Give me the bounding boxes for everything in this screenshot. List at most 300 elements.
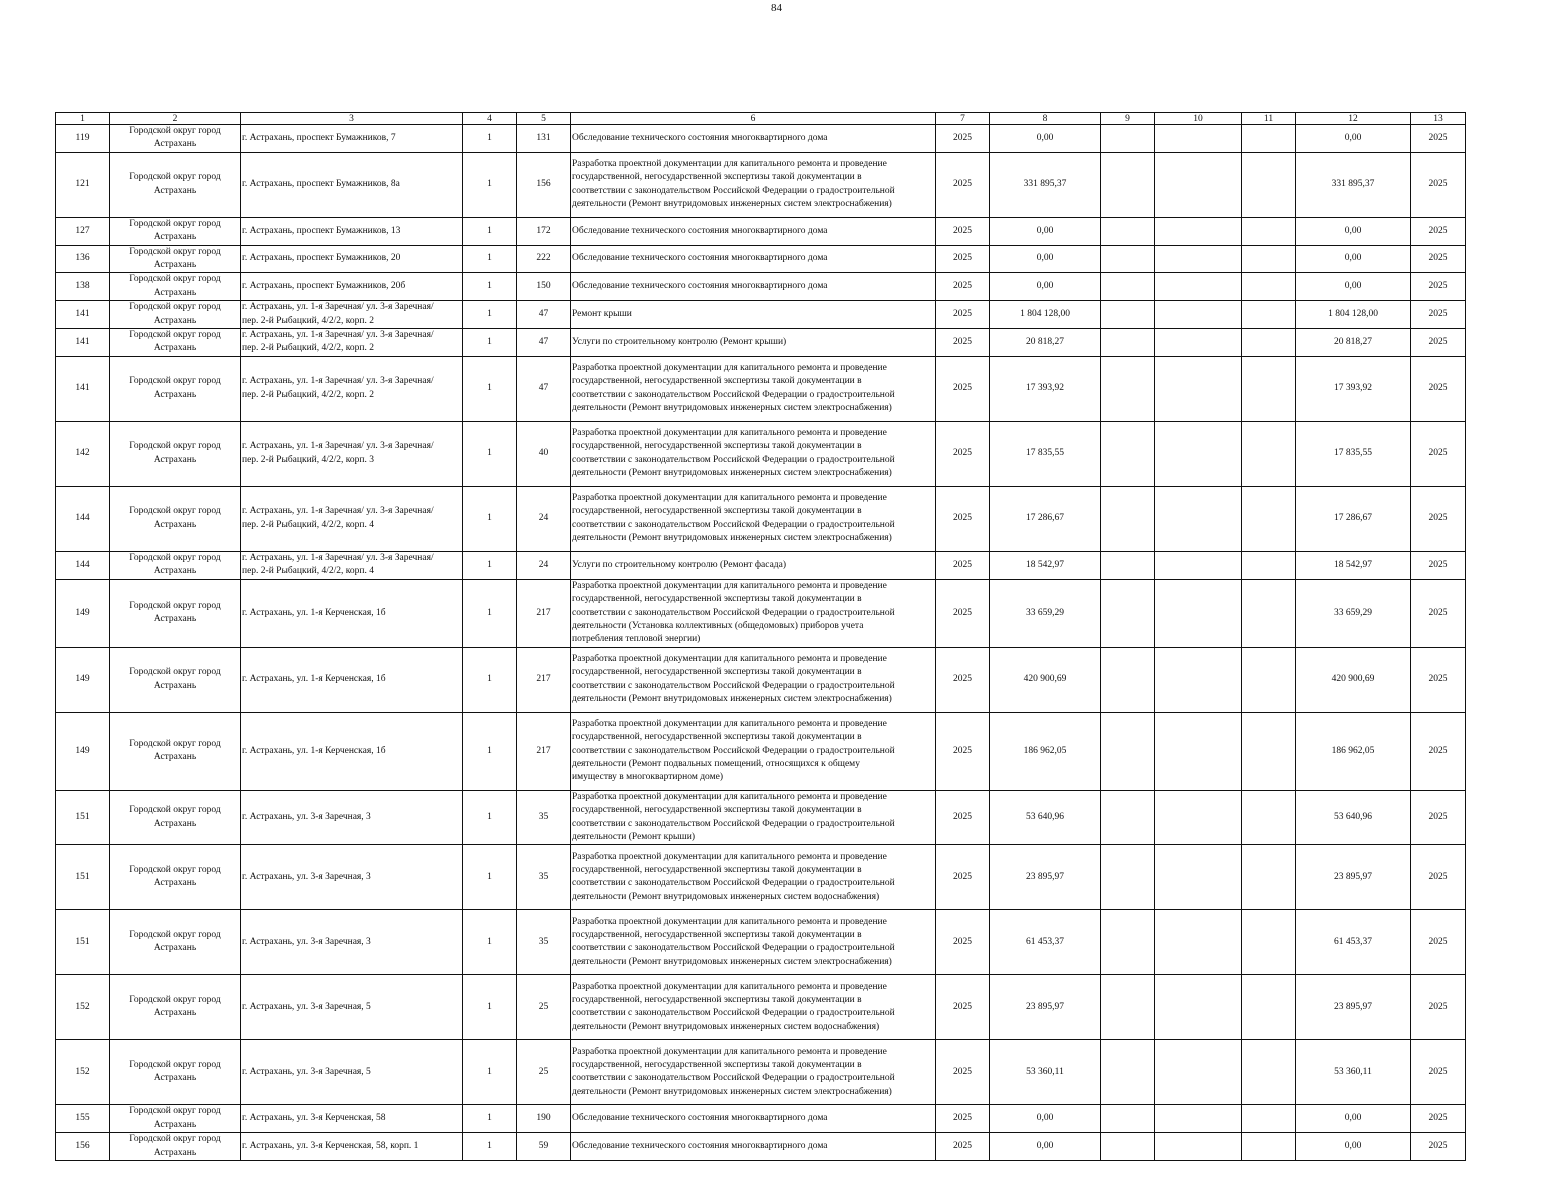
work-type-cell: [571, 301, 936, 329]
work-type-line: Разработка проектной документации для капитального ремонта и проведение: [572, 916, 887, 927]
col-11-cell: [1242, 356, 1296, 421]
total-cost-cell: 0,00: [1296, 125, 1411, 153]
completion-year-cell: 2025: [1411, 245, 1466, 273]
municipality-cell: Городской округ город Астрахань: [110, 329, 241, 357]
address-line: г. Астрахань, ул. 3-я Заречная, 3: [242, 871, 371, 882]
table-row: [56, 1133, 1466, 1161]
col-4-cell: 1: [463, 975, 517, 1040]
col-4-cell: 1: [463, 1133, 517, 1161]
work-type-line: государственной, негосударственной экспертизы такой документации в: [572, 172, 862, 183]
col-9-cell: [1101, 217, 1155, 245]
work-type-line: Разработка проектной документации для капитального ремонта и проведение: [572, 159, 887, 169]
work-type-line: Разработка проектной документации для капитального ремонта и проведение: [572, 791, 887, 802]
col-9-cell: [1101, 910, 1155, 975]
col-10-cell: [1155, 1133, 1242, 1161]
year-cell: 2025: [936, 910, 990, 975]
table-row: [56, 845, 1466, 910]
work-type-line: деятельности (Ремонт внутридомовых инженерных систем электроснабжения): [572, 694, 892, 705]
work-type-line: Услуги по строительному контролю (Ремонт крыши): [572, 336, 787, 347]
address-line: пер. 2-й Рыбацкий, 4/2/2, корп. 2: [242, 389, 375, 400]
col-5-cell: 156: [517, 152, 571, 217]
work-type-line: деятельности (Ремонт внутридомовых инженерных систем электроснабжения): [572, 199, 892, 210]
column-header-11: 11: [1242, 113, 1296, 125]
col-5-cell: 59: [517, 1133, 571, 1161]
completion-year-cell: 2025: [1411, 486, 1466, 551]
cost-cell: 186 962,05: [990, 712, 1101, 790]
work-type-cell: [571, 421, 936, 486]
col-9-cell: [1101, 551, 1155, 579]
table-row: [56, 975, 1466, 1040]
completion-year-cell: 2025: [1411, 790, 1466, 845]
year-cell: 2025: [936, 551, 990, 579]
row-number-cell: 149: [56, 712, 110, 790]
work-type-line: соответствии с законодательством Российской Федерации о градостроительной: [572, 745, 895, 756]
completion-year-cell: 2025: [1411, 329, 1466, 357]
work-type-line: соответствии с законодательством Российской Федерации о градостроительной: [572, 607, 895, 618]
col-11-cell: [1242, 647, 1296, 712]
cost-cell: 1 804 128,00: [990, 301, 1101, 329]
work-type-line: соответствии с законодательством Российской Федерации о градостроительной: [572, 878, 895, 889]
work-type-line: государственной, негосударственной экспертизы такой документации в: [572, 732, 862, 743]
cost-cell: 53 360,11: [990, 1040, 1101, 1105]
col-11-cell: [1242, 551, 1296, 579]
address-cell: [241, 245, 463, 273]
col-10-cell: [1155, 910, 1242, 975]
col-9-cell: [1101, 273, 1155, 301]
work-type-cell: [571, 712, 936, 790]
col-9-cell: [1101, 712, 1155, 790]
row-number-cell: 136: [56, 245, 110, 273]
address-cell: [241, 845, 463, 910]
work-type-line: деятельности (Ремонт подвальных помещений, относящихся к общему: [572, 758, 860, 769]
work-type-cell: [571, 1105, 936, 1133]
col-4-cell: 1: [463, 910, 517, 975]
work-type-line: имуществу в многоквартирном доме): [572, 772, 724, 783]
col-5-cell: 47: [517, 301, 571, 329]
work-type-line: деятельности (Ремонт крыши): [572, 831, 695, 842]
work-type-cell: [571, 1040, 936, 1105]
table-row: [56, 790, 1466, 845]
year-cell: 2025: [936, 975, 990, 1040]
year-cell: 2025: [936, 125, 990, 153]
col-9-cell: [1101, 152, 1155, 217]
col-11-cell: [1242, 273, 1296, 301]
work-type-line: соответствии с законодательством Российской Федерации о градостроительной: [572, 1008, 895, 1019]
year-cell: 2025: [936, 217, 990, 245]
address-cell: [241, 579, 463, 647]
address-cell: [241, 486, 463, 551]
year-cell: 2025: [936, 421, 990, 486]
col-10-cell: [1155, 845, 1242, 910]
repair-program-table: [55, 112, 1466, 1161]
municipality-cell: Городской округ город Астрахань: [110, 245, 241, 273]
table-row: [56, 910, 1466, 975]
col-4-cell: 1: [463, 551, 517, 579]
col-4-cell: 1: [463, 647, 517, 712]
cost-cell: 0,00: [990, 273, 1101, 301]
address-line: г. Астрахань, ул. 3-я Заречная, 5: [242, 1001, 371, 1012]
address-line: пер. 2-й Рыбацкий, 4/2/2, корп. 4: [242, 519, 375, 530]
row-number-cell: 141: [56, 329, 110, 357]
total-cost-cell: 186 962,05: [1296, 712, 1411, 790]
municipality-cell: Городской округ город Астрахань: [110, 125, 241, 153]
column-header-5: 5: [517, 113, 571, 125]
address-cell: [241, 1133, 463, 1161]
work-type-cell: [571, 975, 936, 1040]
cost-cell: 61 453,37: [990, 910, 1101, 975]
work-type-line: Разработка проектной документации для капитального ремонта и проведение: [572, 981, 887, 992]
completion-year-cell: 2025: [1411, 356, 1466, 421]
row-number-cell: 151: [56, 790, 110, 845]
col-4-cell: 1: [463, 356, 517, 421]
col-9-cell: [1101, 486, 1155, 551]
work-type-cell: [571, 486, 936, 551]
row-number-cell: 155: [56, 1105, 110, 1133]
table-row: [56, 125, 1466, 153]
municipality-cell: Городской округ город Астрахань: [110, 1133, 241, 1161]
col-10-cell: [1155, 1105, 1242, 1133]
row-number-cell: 141: [56, 356, 110, 421]
year-cell: 2025: [936, 647, 990, 712]
total-cost-cell: 0,00: [1296, 273, 1411, 301]
col-5-cell: 35: [517, 790, 571, 845]
work-type-cell: [571, 910, 936, 975]
address-cell: [241, 273, 463, 301]
work-type-line: государственной, негосударственной экспертизы такой документации в: [572, 994, 862, 1005]
address-line: г. Астрахань, проспект Бумажников, 13: [242, 225, 401, 236]
total-cost-cell: 20 818,27: [1296, 329, 1411, 357]
col-10-cell: [1155, 301, 1242, 329]
col-9-cell: [1101, 647, 1155, 712]
address-cell: [241, 1105, 463, 1133]
cost-cell: 20 818,27: [990, 329, 1101, 357]
year-cell: 2025: [936, 486, 990, 551]
table-row: [56, 551, 1466, 579]
col-5-cell: 35: [517, 910, 571, 975]
column-header-7: 7: [936, 113, 990, 125]
work-type-line: государственной, негосударственной экспертизы такой документации в: [572, 805, 862, 816]
address-line: г. Астрахань, проспект Бумажников, 7: [242, 132, 396, 143]
col-11-cell: [1242, 152, 1296, 217]
address-cell: [241, 712, 463, 790]
address-line: г. Астрахань, ул. 1-я Керченская, 1б: [242, 674, 386, 685]
address-cell: [241, 551, 463, 579]
work-type-line: деятельности (Ремонт внутридомовых инженерных систем электроснабжения): [572, 403, 892, 414]
row-number-cell: 138: [56, 273, 110, 301]
total-cost-cell: 420 900,69: [1296, 647, 1411, 712]
total-cost-cell: 61 453,37: [1296, 910, 1411, 975]
total-cost-cell: 17 393,92: [1296, 356, 1411, 421]
col-11-cell: [1242, 1133, 1296, 1161]
col-9-cell: [1101, 790, 1155, 845]
address-line: г. Астрахань, ул. 1-я Заречная/ ул. 3-я Заречная/: [242, 330, 434, 341]
work-type-line: государственной, негосударственной экспертизы такой документации в: [572, 1059, 862, 1070]
completion-year-cell: 2025: [1411, 910, 1466, 975]
table-row: [56, 273, 1466, 301]
cost-cell: 23 895,97: [990, 975, 1101, 1040]
col-4-cell: 1: [463, 486, 517, 551]
year-cell: 2025: [936, 1105, 990, 1133]
completion-year-cell: 2025: [1411, 647, 1466, 712]
work-type-cell: [571, 152, 936, 217]
work-type-line: Услуги по строительному контролю (Ремонт фасада): [572, 559, 787, 570]
completion-year-cell: 2025: [1411, 217, 1466, 245]
table-row: [56, 579, 1466, 647]
address-line: г. Астрахань, ул. 3-я Керченская, 58, корп. 1: [242, 1140, 419, 1151]
work-type-cell: [571, 551, 936, 579]
table-row: [56, 1040, 1466, 1105]
col-11-cell: [1242, 421, 1296, 486]
work-type-line: Разработка проектной документации для капитального ремонта и проведение: [572, 493, 887, 504]
total-cost-cell: 0,00: [1296, 245, 1411, 273]
row-number-cell: 151: [56, 845, 110, 910]
work-type-line: деятельности (Ремонт внутридомовых инженерных систем водоснабжения): [572, 1021, 880, 1032]
completion-year-cell: 2025: [1411, 273, 1466, 301]
col-10-cell: [1155, 486, 1242, 551]
address-line: г. Астрахань, ул. 1-я Заречная/ ул. 3-я Заречная/: [242, 506, 434, 517]
completion-year-cell: 2025: [1411, 125, 1466, 153]
year-cell: 2025: [936, 245, 990, 273]
col-5-cell: 24: [517, 551, 571, 579]
col-11-cell: [1242, 790, 1296, 845]
col-4-cell: 1: [463, 329, 517, 357]
col-5-cell: 150: [517, 273, 571, 301]
total-cost-cell: 23 895,97: [1296, 975, 1411, 1040]
col-5-cell: 25: [517, 1040, 571, 1105]
col-11-cell: [1242, 245, 1296, 273]
table-row: [56, 486, 1466, 551]
col-5-cell: 217: [517, 712, 571, 790]
col-10-cell: [1155, 245, 1242, 273]
work-type-line: соответствии с законодательством Российской Федерации о градостроительной: [572, 680, 895, 691]
cost-cell: 331 895,37: [990, 152, 1101, 217]
municipality-cell: Городской округ город Астрахань: [110, 301, 241, 329]
work-type-line: соответствии с законодательством Российской Федерации о градостроительной: [572, 185, 895, 196]
completion-year-cell: 2025: [1411, 1040, 1466, 1105]
total-cost-cell: 18 542,97: [1296, 551, 1411, 579]
completion-year-cell: 2025: [1411, 579, 1466, 647]
row-number-cell: 141: [56, 301, 110, 329]
col-9-cell: [1101, 245, 1155, 273]
cost-cell: 23 895,97: [990, 845, 1101, 910]
municipality-cell: Городской округ город Астрахань: [110, 579, 241, 647]
year-cell: 2025: [936, 1040, 990, 1105]
completion-year-cell: 2025: [1411, 301, 1466, 329]
table-row: [56, 421, 1466, 486]
col-9-cell: [1101, 579, 1155, 647]
total-cost-cell: 0,00: [1296, 217, 1411, 245]
col-4-cell: 1: [463, 845, 517, 910]
table-row: [56, 301, 1466, 329]
row-number-cell: 149: [56, 579, 110, 647]
completion-year-cell: 2025: [1411, 1105, 1466, 1133]
col-4-cell: 1: [463, 579, 517, 647]
work-type-cell: [571, 790, 936, 845]
year-cell: 2025: [936, 273, 990, 301]
address-line: пер. 2-й Рыбацкий, 4/2/2, корп. 2: [242, 343, 375, 354]
col-5-cell: 222: [517, 245, 571, 273]
col-5-cell: 47: [517, 329, 571, 357]
work-type-line: деятельности (Ремонт внутридомовых инженерных систем электроснабжения): [572, 1086, 892, 1097]
municipality-cell: Городской округ город Астрахань: [110, 152, 241, 217]
work-type-line: Обследование технического состояния многоквартирного дома: [572, 225, 828, 236]
cost-cell: 17 835,55: [990, 421, 1101, 486]
work-type-line: Разработка проектной документации для капитального ремонта и проведение: [572, 653, 887, 664]
address-line: г. Астрахань, ул. 3-я Керченская, 58: [242, 1113, 386, 1124]
row-number-cell: 144: [56, 551, 110, 579]
column-number-header: [56, 113, 1466, 125]
work-type-cell: [571, 245, 936, 273]
col-4-cell: 1: [463, 1040, 517, 1105]
address-line: г. Астрахань, проспект Бумажников, 8а: [242, 179, 400, 190]
address-line: пер. 2-й Рыбацкий, 4/2/2, корп. 4: [242, 566, 375, 577]
total-cost-cell: 0,00: [1296, 1105, 1411, 1133]
work-type-line: соответствии с законодательством Российской Федерации о градостроительной: [572, 818, 895, 829]
col-5-cell: 190: [517, 1105, 571, 1133]
col-5-cell: 217: [517, 579, 571, 647]
municipality-cell: Городской округ город Астрахань: [110, 845, 241, 910]
municipality-cell: Городской округ город Астрахань: [110, 356, 241, 421]
col-9-cell: [1101, 421, 1155, 486]
col-5-cell: 217: [517, 647, 571, 712]
work-type-line: государственной, негосударственной экспертизы такой документации в: [572, 864, 862, 875]
year-cell: 2025: [936, 1133, 990, 1161]
completion-year-cell: 2025: [1411, 712, 1466, 790]
cost-cell: 0,00: [990, 217, 1101, 245]
row-number-cell: 149: [56, 647, 110, 712]
row-number-cell: 127: [56, 217, 110, 245]
col-4-cell: 1: [463, 1105, 517, 1133]
col-9-cell: [1101, 125, 1155, 153]
address-line: пер. 2-й Рыбацкий, 4/2/2, корп. 3: [242, 454, 375, 465]
page-number: 84: [771, 2, 782, 14]
year-cell: 2025: [936, 329, 990, 357]
work-type-line: Обследование технического состояния многоквартирного дома: [572, 281, 828, 292]
col-9-cell: [1101, 1040, 1155, 1105]
column-header-13: 13: [1411, 113, 1466, 125]
column-header-8: 8: [990, 113, 1101, 125]
work-type-line: государственной, негосударственной экспертизы такой документации в: [572, 594, 862, 605]
col-9-cell: [1101, 845, 1155, 910]
work-type-line: Разработка проектной документации для капитального ремонта и проведение: [572, 363, 887, 374]
completion-year-cell: 2025: [1411, 1133, 1466, 1161]
col-10-cell: [1155, 712, 1242, 790]
table-row: [56, 1105, 1466, 1133]
cost-cell: 0,00: [990, 1105, 1101, 1133]
col-9-cell: [1101, 1133, 1155, 1161]
address-line: г. Астрахань, проспект Бумажников, 20: [242, 253, 401, 264]
work-type-line: государственной, негосударственной экспертизы такой документации в: [572, 441, 862, 452]
col-5-cell: 40: [517, 421, 571, 486]
work-type-cell: [571, 329, 936, 357]
cost-cell: 53 640,96: [990, 790, 1101, 845]
cost-cell: 18 542,97: [990, 551, 1101, 579]
table-row: [56, 217, 1466, 245]
year-cell: 2025: [936, 356, 990, 421]
work-type-cell: [571, 647, 936, 712]
address-cell: [241, 329, 463, 357]
address-line: г. Астрахань, ул. 3-я Заречная, 5: [242, 1066, 371, 1077]
col-4-cell: 1: [463, 301, 517, 329]
col-9-cell: [1101, 975, 1155, 1040]
total-cost-cell: 33 659,29: [1296, 579, 1411, 647]
work-type-line: деятельности (Ремонт внутридомовых инженерных систем электроснабжения): [572, 956, 892, 967]
col-10-cell: [1155, 421, 1242, 486]
table-row: [56, 712, 1466, 790]
work-type-line: Разработка проектной документации для капитального ремонта и проведение: [572, 851, 887, 862]
work-type-line: Обследование технического состояния многоквартирного дома: [572, 253, 828, 264]
work-type-line: потребления тепловой энергии): [572, 634, 701, 645]
work-type-cell: [571, 217, 936, 245]
work-type-line: Обследование технического состояния многоквартирного дома: [572, 1140, 828, 1151]
total-cost-cell: 17 835,55: [1296, 421, 1411, 486]
work-type-line: соответствии с законодательством Российской Федерации о градостроительной: [572, 519, 895, 530]
col-4-cell: 1: [463, 125, 517, 153]
row-number-cell: 156: [56, 1133, 110, 1161]
row-number-cell: 144: [56, 486, 110, 551]
column-header-12: 12: [1296, 113, 1411, 125]
col-10-cell: [1155, 647, 1242, 712]
completion-year-cell: 2025: [1411, 551, 1466, 579]
col-4-cell: 1: [463, 217, 517, 245]
work-type-line: деятельности (Ремонт внутридомовых инженерных систем электроснабжения): [572, 533, 892, 544]
row-number-cell: 152: [56, 975, 110, 1040]
address-cell: [241, 1040, 463, 1105]
address-line: пер. 2-й Рыбацкий, 4/2/2, корп. 2: [242, 315, 375, 326]
work-type-line: Обследование технического состояния многоквартирного дома: [572, 132, 828, 143]
address-line: г. Астрахань, ул. 1-я Заречная/ ул. 3-я Заречная/: [242, 376, 434, 387]
col-11-cell: [1242, 217, 1296, 245]
address-line: г. Астрахань, ул. 1-я Заречная/ ул. 3-я Заречная/: [242, 552, 434, 563]
col-10-cell: [1155, 579, 1242, 647]
col-11-cell: [1242, 579, 1296, 647]
col-4-cell: 1: [463, 152, 517, 217]
table-row: [56, 647, 1466, 712]
col-11-cell: [1242, 910, 1296, 975]
col-10-cell: [1155, 217, 1242, 245]
col-9-cell: [1101, 301, 1155, 329]
table-row: [56, 356, 1466, 421]
work-type-line: Обследование технического состояния многоквартирного дома: [572, 1113, 828, 1124]
table-row: [56, 245, 1466, 273]
col-11-cell: [1242, 329, 1296, 357]
year-cell: 2025: [936, 845, 990, 910]
municipality-cell: Городской округ город Астрахань: [110, 421, 241, 486]
total-cost-cell: 1 804 128,00: [1296, 301, 1411, 329]
completion-year-cell: 2025: [1411, 845, 1466, 910]
column-header-10: 10: [1155, 113, 1242, 125]
municipality-cell: Городской округ город Астрахань: [110, 551, 241, 579]
work-type-line: соответствии с законодательством Российской Федерации о градостроительной: [572, 1073, 895, 1084]
total-cost-cell: 17 286,67: [1296, 486, 1411, 551]
col-10-cell: [1155, 551, 1242, 579]
year-cell: 2025: [936, 301, 990, 329]
col-11-cell: [1242, 1040, 1296, 1105]
address-line: г. Астрахань, проспект Бумажников, 20б: [242, 281, 406, 292]
row-number-cell: 142: [56, 421, 110, 486]
work-type-line: государственной, негосударственной экспертизы такой документации в: [572, 376, 862, 387]
address-cell: [241, 910, 463, 975]
col-5-cell: 172: [517, 217, 571, 245]
col-11-cell: [1242, 125, 1296, 153]
table-body: [56, 113, 1466, 1161]
table-row: [56, 152, 1466, 217]
address-cell: [241, 647, 463, 712]
municipality-cell: Городской округ город Астрахань: [110, 975, 241, 1040]
work-type-line: Ремонт крыши: [572, 308, 632, 319]
total-cost-cell: 53 640,96: [1296, 790, 1411, 845]
col-9-cell: [1101, 329, 1155, 357]
